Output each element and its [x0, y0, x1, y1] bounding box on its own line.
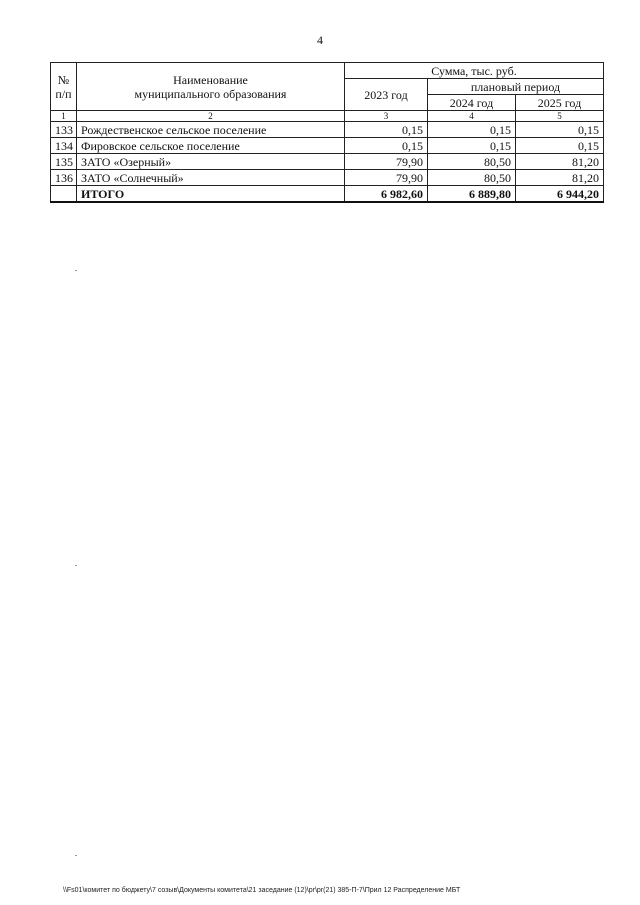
- total-2023: 6 982,60: [345, 186, 428, 203]
- footer-file-path: \\Fs01\комитет по бюджету\7 созыв\Документы комитета\21 заседание (12)\pr\pr(21) 385-П-7\Прил 12 Распределение МБТ: [63, 887, 461, 894]
- row-number: 135: [51, 154, 77, 170]
- header-sum: Сумма, тыс. руб.: [345, 63, 604, 79]
- table-row: [51, 138, 604, 154]
- total-2025: 6 944,20: [516, 186, 604, 203]
- header-num: № п/п: [51, 63, 77, 111]
- budget-table: [50, 62, 604, 203]
- value-2023: 79,90: [345, 154, 428, 170]
- row-number: 133: [51, 122, 77, 138]
- header-year-2025: 2025 год: [516, 95, 604, 111]
- value-2024: 0,15: [428, 122, 516, 138]
- table-row: [51, 170, 604, 186]
- total-empty-cell: [51, 186, 77, 203]
- municipality-name: Рождественское сельское поселение: [77, 122, 345, 138]
- value-2023: 79,90: [345, 170, 428, 186]
- table-row: [51, 122, 604, 138]
- scan-dot: [75, 855, 77, 856]
- municipality-name: ЗАТО «Солнечный»: [77, 170, 345, 186]
- row-number: 136: [51, 170, 77, 186]
- municipality-name: Фировское сельское поселение: [77, 138, 345, 154]
- value-2024: 80,50: [428, 170, 516, 186]
- municipality-name: ЗАТО «Озерный»: [77, 154, 345, 170]
- value-2025: 0,15: [516, 138, 604, 154]
- value-2024: 80,50: [428, 154, 516, 170]
- header-year-2024: 2024 год: [428, 95, 516, 111]
- total-label: ИТОГО: [77, 186, 345, 203]
- value-2023: 0,15: [345, 122, 428, 138]
- value-2025: 81,20: [516, 170, 604, 186]
- column-numbers-row: [51, 111, 604, 122]
- total-row: [51, 186, 604, 203]
- column-number: 3: [345, 111, 428, 122]
- total-2024: 6 889,80: [428, 186, 516, 203]
- table-row: [51, 154, 604, 170]
- header-planned-period: плановый период: [428, 79, 604, 95]
- value-2025: 81,20: [516, 154, 604, 170]
- scan-dot: [75, 270, 77, 271]
- header-name: Наименование муниципального образования: [77, 63, 345, 111]
- column-number: 1: [51, 111, 77, 122]
- scan-dot: [75, 565, 77, 566]
- value-2025: 0,15: [516, 122, 604, 138]
- value-2024: 0,15: [428, 138, 516, 154]
- row-number: 134: [51, 138, 77, 154]
- header-row-1: [51, 63, 604, 79]
- header-year-2023: 2023 год: [345, 79, 428, 111]
- value-2023: 0,15: [345, 138, 428, 154]
- page-number: 4: [317, 33, 323, 47]
- column-number: 4: [428, 111, 516, 122]
- column-number: 5: [516, 111, 604, 122]
- column-number: 2: [77, 111, 345, 122]
